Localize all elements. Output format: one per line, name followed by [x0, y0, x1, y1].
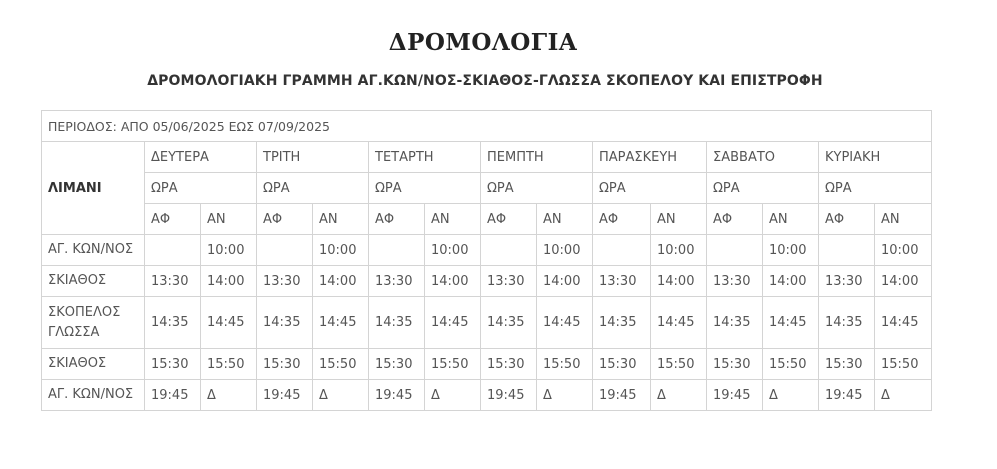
- arrival-time: 15:50: [763, 349, 819, 380]
- day-header-monday: ΔΕΥΤΕΡΑ: [145, 142, 257, 173]
- period-row: [42, 111, 932, 142]
- departure-time: 14:35: [819, 297, 875, 349]
- arrival-time: 14:00: [537, 266, 593, 297]
- arrival-time: 14:00: [651, 266, 707, 297]
- arrival-time: 14:45: [201, 297, 257, 349]
- departure-time: 14:35: [145, 297, 201, 349]
- departure-time: 13:30: [257, 266, 313, 297]
- port-name: ΣΚΙΑΘΟΣ: [42, 349, 145, 380]
- page-title: ΔΡΟΜΟΛΟΓΙΑ: [388, 29, 578, 56]
- arrival-label: ΑΝ: [201, 204, 257, 235]
- direction-label-row: [42, 204, 932, 235]
- departure-time: 14:35: [593, 297, 651, 349]
- departure-label: ΑΦ: [369, 204, 425, 235]
- days-row: [42, 142, 932, 173]
- departure-time: 14:35: [369, 297, 425, 349]
- departure-time: 14:35: [481, 297, 537, 349]
- hour-label: ΩΡΑ: [819, 173, 932, 204]
- arrival-label: ΑΝ: [313, 204, 369, 235]
- hour-label: ΩΡΑ: [481, 173, 593, 204]
- departure-label: ΑΦ: [481, 204, 537, 235]
- arrival-label: ΑΝ: [875, 204, 932, 235]
- hour-label: ΩΡΑ: [145, 173, 257, 204]
- departure-time: 19:45: [707, 380, 763, 411]
- departure-time: 15:30: [481, 349, 537, 380]
- arrival-time: 10:00: [875, 235, 932, 266]
- hour-label: ΩΡΑ: [369, 173, 481, 204]
- hour-label: ΩΡΑ: [707, 173, 819, 204]
- departure-time: 15:30: [593, 349, 651, 380]
- arrival-time: Δ: [425, 380, 481, 411]
- departure-time: [257, 235, 313, 266]
- hour-label-row: [42, 173, 932, 204]
- departure-time: 13:30: [819, 266, 875, 297]
- departure-label: ΑΦ: [145, 204, 201, 235]
- day-header-thursday: ΠΕΜΠΤΗ: [481, 142, 593, 173]
- route-subtitle: ΔΡΟΜΟΛΟΓΙΑΚΗ ΓΡΑΜΜΗ ΑΓ.ΚΩΝ/ΝΟΣ-ΣΚΙΑΘΟΣ-ΓΛΩΣΣΑ ΣΚΟΠΕΛΟΥ ΚΑΙ ΕΠΙΣΤΡΟΦΗ: [147, 73, 823, 89]
- arrival-time: 14:00: [763, 266, 819, 297]
- departure-time: [369, 235, 425, 266]
- arrival-time: 10:00: [201, 235, 257, 266]
- departure-time: 15:30: [819, 349, 875, 380]
- departure-time: [593, 235, 651, 266]
- departure-time: 14:35: [707, 297, 763, 349]
- hour-label: ΩΡΑ: [257, 173, 369, 204]
- schedule-row: [42, 349, 932, 380]
- departure-time: 13:30: [369, 266, 425, 297]
- arrival-time: 10:00: [651, 235, 707, 266]
- departure-time: 19:45: [257, 380, 313, 411]
- hour-label: ΩΡΑ: [593, 173, 707, 204]
- schedule-table: [41, 110, 932, 411]
- departure-time: 13:30: [145, 266, 201, 297]
- arrival-time: 14:45: [875, 297, 932, 349]
- departure-time: 13:30: [481, 266, 537, 297]
- day-header-saturday: ΣΑΒΒΑΤΟ: [707, 142, 819, 173]
- arrival-time: 14:00: [425, 266, 481, 297]
- arrival-time: 14:45: [651, 297, 707, 349]
- port-name: ΣΚΙΑΘΟΣ: [42, 266, 145, 297]
- port-name: ΑΓ. ΚΩΝ/ΝΟΣ: [42, 380, 145, 411]
- arrival-time: Δ: [313, 380, 369, 411]
- arrival-time: 10:00: [313, 235, 369, 266]
- departure-time: 13:30: [707, 266, 763, 297]
- arrival-label: ΑΝ: [425, 204, 481, 235]
- departure-time: 19:45: [481, 380, 537, 411]
- arrival-time: 14:45: [763, 297, 819, 349]
- arrival-time: 10:00: [763, 235, 819, 266]
- departure-time: 19:45: [369, 380, 425, 411]
- arrival-time: 14:45: [537, 297, 593, 349]
- arrival-time: 14:00: [313, 266, 369, 297]
- day-header-tuesday: ΤΡΙΤΗ: [257, 142, 369, 173]
- arrival-time: 14:00: [875, 266, 932, 297]
- departure-time: 13:30: [593, 266, 651, 297]
- departure-time: 19:45: [593, 380, 651, 411]
- arrival-time: 10:00: [537, 235, 593, 266]
- departure-label: ΑΦ: [257, 204, 313, 235]
- arrival-time: 15:50: [425, 349, 481, 380]
- arrival-time: 10:00: [425, 235, 481, 266]
- arrival-time: Δ: [651, 380, 707, 411]
- port-name: ΑΓ. ΚΩΝ/ΝΟΣ: [42, 235, 145, 266]
- departure-time: [707, 235, 763, 266]
- arrival-time: Δ: [763, 380, 819, 411]
- arrival-time: 15:50: [651, 349, 707, 380]
- departure-time: 15:30: [145, 349, 201, 380]
- departure-label: ΑΦ: [707, 204, 763, 235]
- departure-time: 15:30: [707, 349, 763, 380]
- arrival-time: 15:50: [537, 349, 593, 380]
- schedule-row: [42, 297, 932, 349]
- departure-time: [819, 235, 875, 266]
- arrival-time: Δ: [875, 380, 932, 411]
- departure-time: [481, 235, 537, 266]
- schedule-row: [42, 266, 932, 297]
- schedule-row: [42, 235, 932, 266]
- day-header-wednesday: ΤΕΤΑΡΤΗ: [369, 142, 481, 173]
- departure-time: 14:35: [257, 297, 313, 349]
- period-label: ΠΕΡΙΟΔΟΣ: ΑΠΟ 05/06/2025 ΕΩΣ 07/09/2025: [42, 111, 932, 142]
- arrival-label: ΑΝ: [651, 204, 707, 235]
- arrival-time: Δ: [201, 380, 257, 411]
- arrival-time: 14:45: [313, 297, 369, 349]
- arrival-time: 15:50: [313, 349, 369, 380]
- departure-label: ΑΦ: [819, 204, 875, 235]
- port-column-header: ΛΙΜΑΝΙ: [42, 142, 145, 235]
- arrival-time: 15:50: [875, 349, 932, 380]
- departure-time: 19:45: [819, 380, 875, 411]
- arrival-time: 14:00: [201, 266, 257, 297]
- schedule-row: [42, 380, 932, 411]
- day-header-friday: ΠΑΡΑΣΚΕΥΗ: [593, 142, 707, 173]
- departure-time: 19:45: [145, 380, 201, 411]
- arrival-time: 14:45: [425, 297, 481, 349]
- arrival-time: Δ: [537, 380, 593, 411]
- arrival-time: 15:50: [201, 349, 257, 380]
- day-header-sunday: ΚΥΡΙΑΚΗ: [819, 142, 932, 173]
- arrival-label: ΑΝ: [763, 204, 819, 235]
- port-name: ΣΚΟΠΕΛΟΣ ΓΛΩΣΣΑ: [42, 297, 145, 349]
- departure-time: 15:30: [369, 349, 425, 380]
- departure-time: [145, 235, 201, 266]
- departure-time: 15:30: [257, 349, 313, 380]
- departure-label: ΑΦ: [593, 204, 651, 235]
- arrival-label: ΑΝ: [537, 204, 593, 235]
